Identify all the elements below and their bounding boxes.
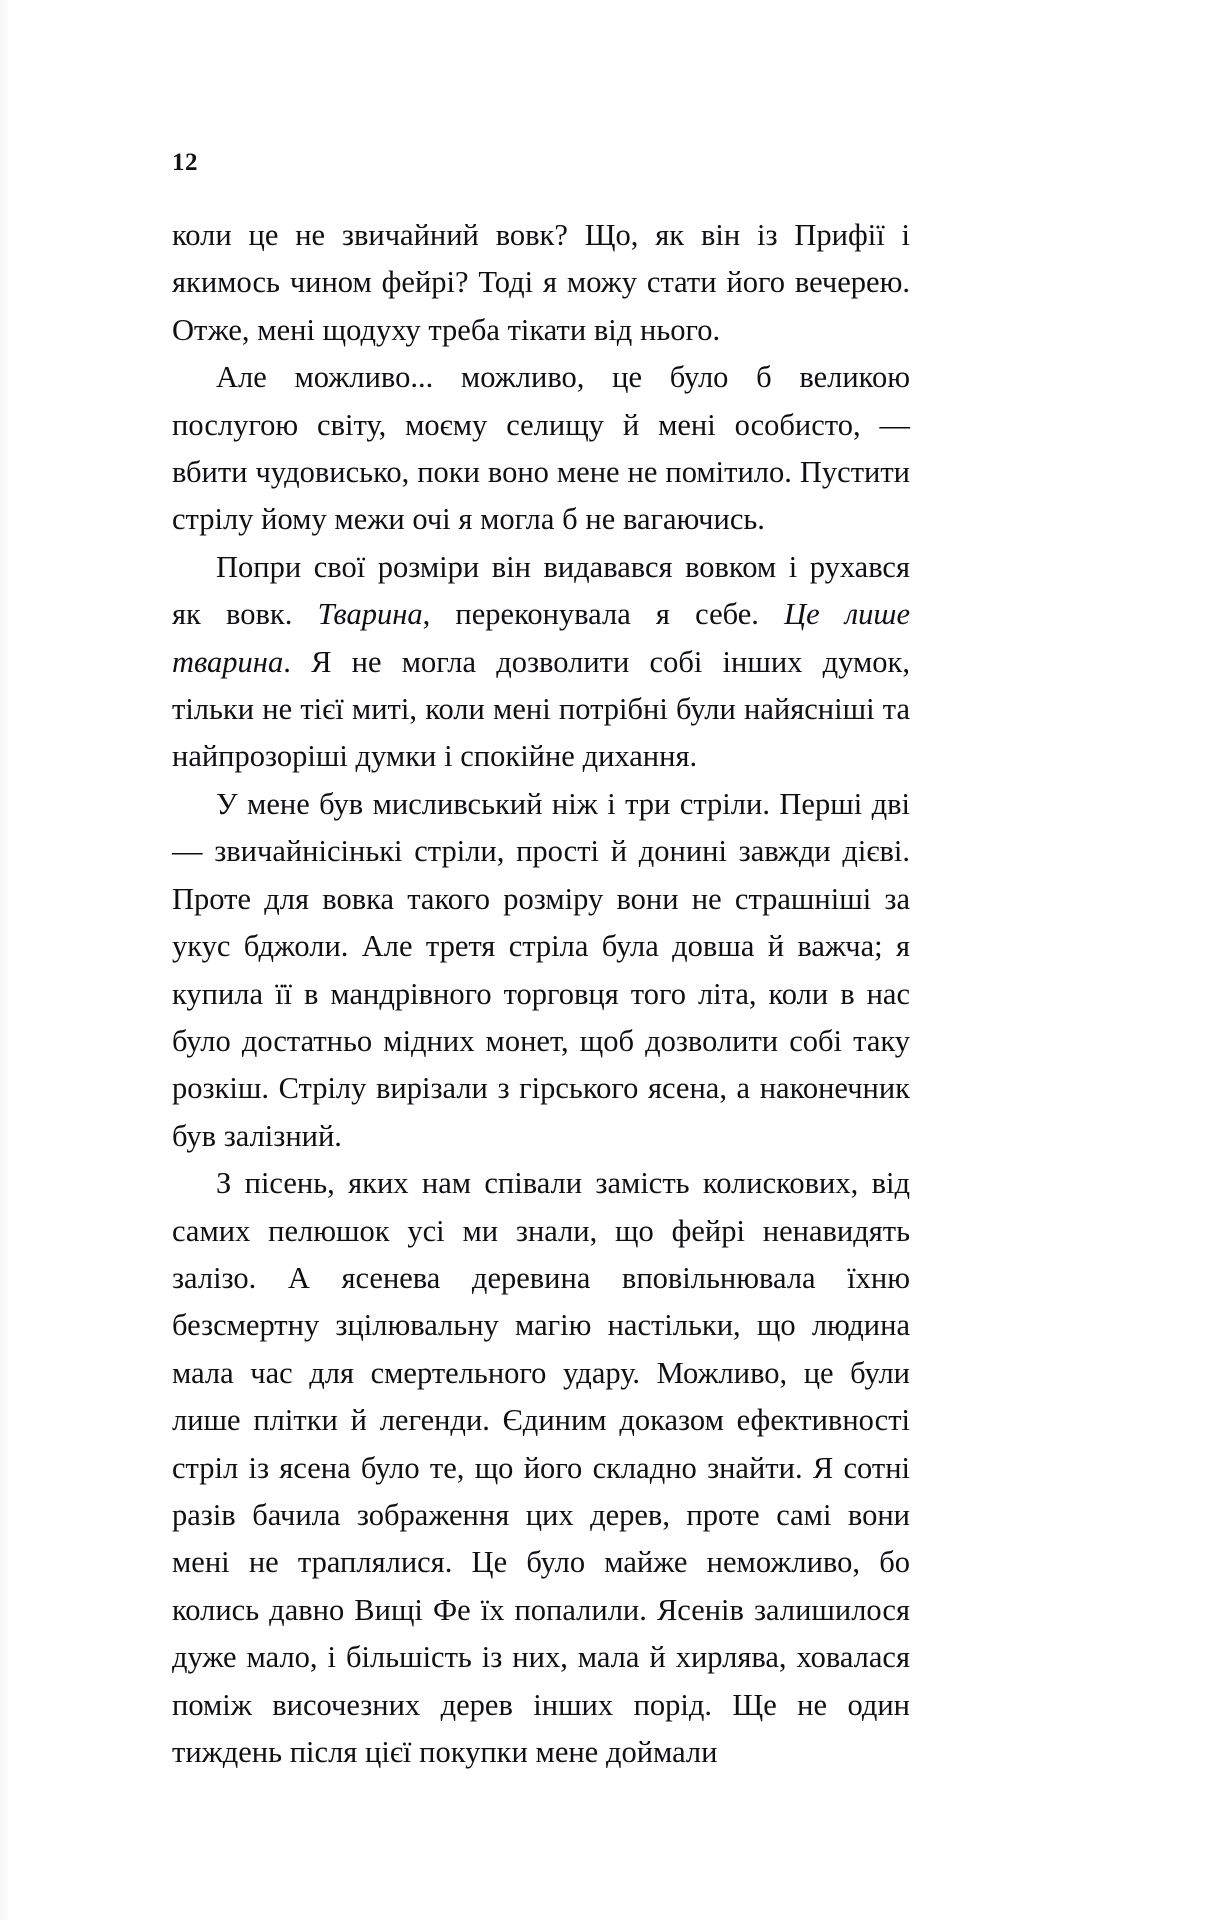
body-text: . Я не могла дозволити собі інших думок, тільки не тієї миті, коли мені потрібні були найясніші та найпрозоріші думки і спокійне дихання. <box>172 644 910 774</box>
paragraph <box>172 781 910 1160</box>
page-number: 12 <box>172 149 198 176</box>
body-text: З пісень, яких нам співали замість колискових, від самих пелюшок усі ми знали, що фейрі ненавидять залізо. А ясенева деревина вповільнювала їхню безсмертну зцілювальну магію настільки, що людина мала час для смертельного удару. Можливо, це були лише плітки й легенди. Єдиним доказом ефективності стріл із ясена було те, що його складно знайти. Я сотні разів бачила зображення цих дерев, проте самі вони мені не траплялися. Це було майже неможливо, бо колись давно Вищі Фе їх попалили. Ясенів залишилося дуже мало, і більшість із них, мала й хирлява, ховалася поміж височезних дерев інших порід. Ще не один тиждень після цієї покупки мене доймали <box>172 1166 910 1769</box>
page-edge-shading <box>0 0 10 1920</box>
emphasis-text: Тварина <box>317 597 423 632</box>
body-text: , переконувала я себе. <box>422 597 785 632</box>
body-text-block <box>172 212 910 1776</box>
body-text: Але можливо... можливо, це було б великою послугою світу, моєму селищу й мені особисто, — вбити чудовисько, поки воно мене не помітило. Пустити стрілу йому межи очі я могла б не вагаючись. <box>172 360 910 537</box>
body-text: Попри свої розміри він видавався вовком і рухався як вовк. <box>172 549 910 632</box>
body-text: У мене був мисливський ніж і три стріли. Перші дві — звичайнісінькі стріли, прості й донині завжди дієві. Проте для вовка такого розміру вони не страшніші за укус бджоли. Але третя стріла була довша й важча; я купила її в мандрівного торговця того літа, коли в нас було достатньо мідних монет, щоб дозволити собі таку розкіш. Стрілу вирізали з гірського ясена, а наконечник був залізний. <box>172 786 910 1153</box>
paragraph <box>172 354 910 544</box>
emphasis-text: Це лише тварина <box>172 597 910 679</box>
paragraph <box>172 544 910 781</box>
paragraph <box>172 1160 910 1776</box>
body-text: коли це не звичайний вовк? Що, як він із Прифії і якимось чином фейрі? Тоді я можу стати його вечерею. Отже, мені щодуху треба тікати від нього. <box>172 218 910 347</box>
paragraph <box>172 212 910 354</box>
